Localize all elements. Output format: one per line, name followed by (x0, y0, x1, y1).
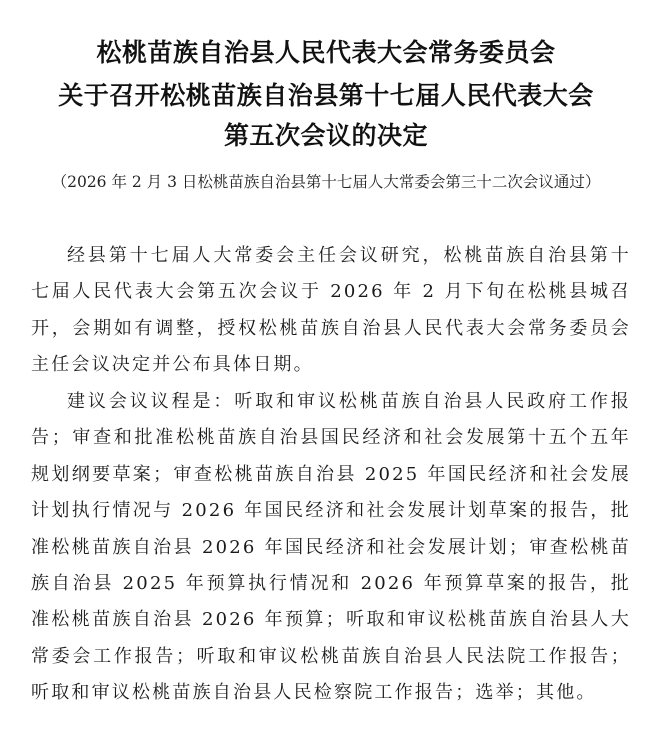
document-title-line-1: 松桃苗族自治县人民代表大会常务委员会 (96, 38, 556, 67)
document-title-line-2: 关于召开松桃苗族自治县第十七届人民代表大会 (58, 81, 594, 110)
document-title-line-3: 第五次会议的决定 (223, 121, 428, 150)
body-paragraph-1: 经县第十七届人大常委会主任会议研究，松桃苗族自治县第十七届人民代表大会第五次会议于 2026 年 2 月下旬在松桃县城召开，会期如有调整，授权松桃苗族自治县人民代表大会常务委员会主任会议决定并公布具体日期。 (31, 245, 631, 376)
body-paragraph-2: 建议会议议程是：听取和审议松桃苗族自治县人民政府工作报告；审查和批准松桃苗族自治县国民经济和社会发展第十五个五年规划纲要草案；审查松桃苗族自治县 2025 年国民经济和社会发展计划执行情况与 2026 年国民经济和社会发展计划草案的报告，批准松桃苗族自治县 2026 年国民经济和社会发展计划；审查松桃苗族自治县 2025 年预算执行情况和 2026 年预算草案的报告，批准松桃苗族自治县 2026 年预算；听取和审议松桃苗族自治县人大常委会工作报告；听取和审议松桃苗族自治县人民法院工作报告；听取和审议松桃苗族自治县人民检察院工作报告；选举；其他。 (31, 391, 631, 704)
document-subtitle: （2026 年 2 月 3 日松桃苗族自治县第十七届人大常委会第三十二次会议通过） (51, 173, 601, 191)
